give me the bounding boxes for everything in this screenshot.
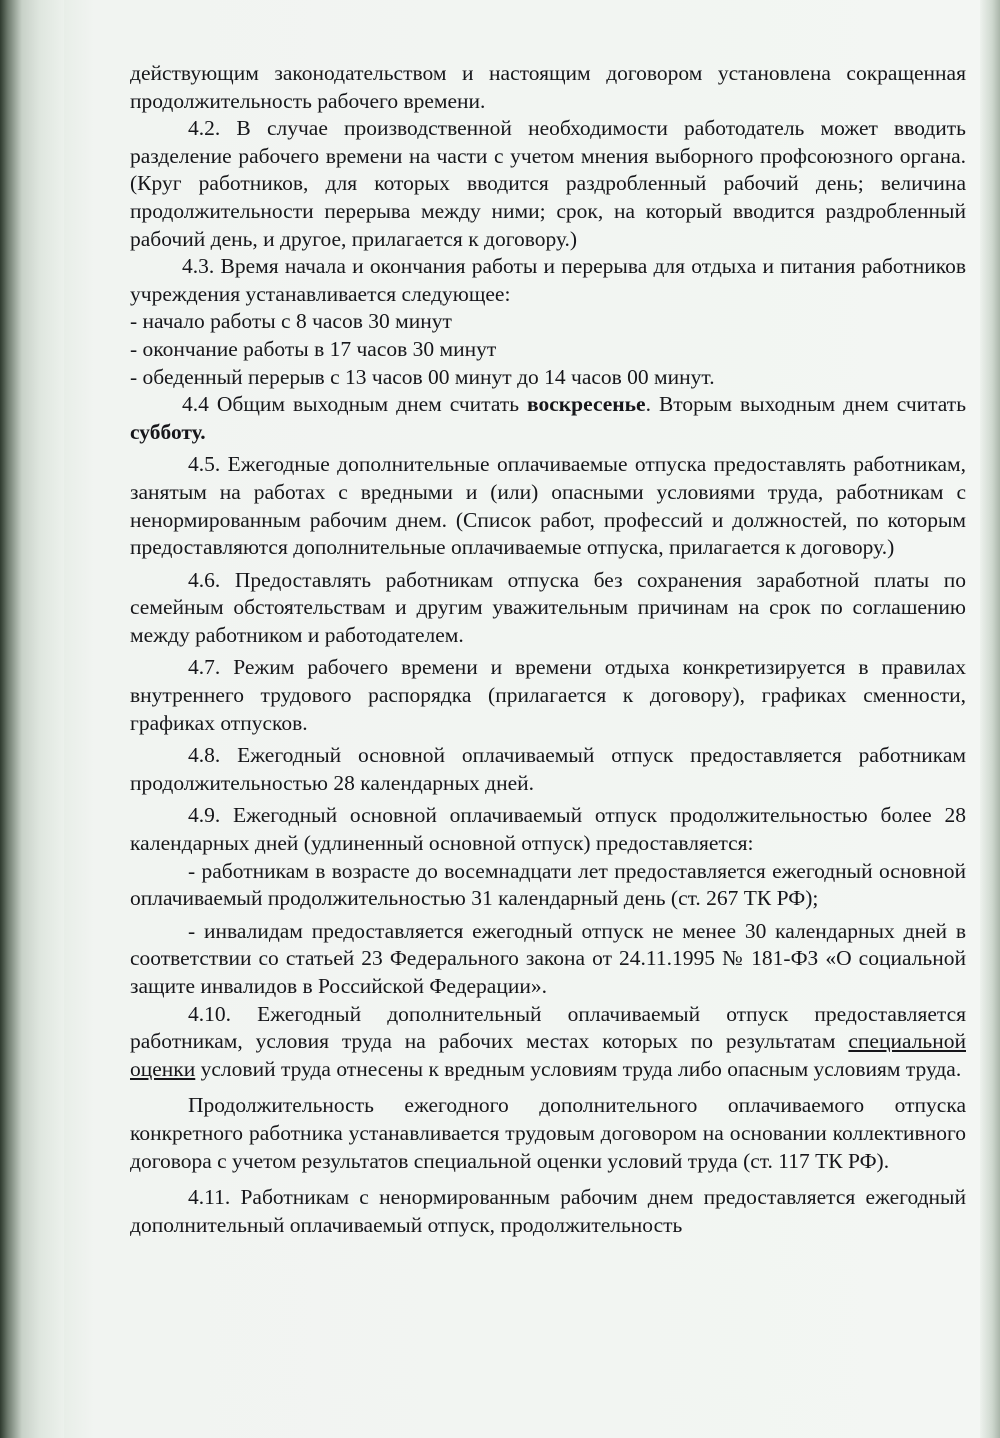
paragraph-4-10 [130,1001,966,1084]
paragraph-4-5: 4.5. Ежегодные дополнительные оплачиваемые отпуска предоставлять работникам, занятым на работах с вредными и (или) опасными условиями труда, работникам с ненормированным рабочим днем. (Список работ, профессий и должностей, по которым предоставляются дополнительные оплачиваемые отпуска, прилагается к договору.) [130,452,966,560]
paragraph-4-8: 4.8. Ежегодный основной оплачиваемый отпуск предоставляется работникам продолжительностью 28 календарных дней. [130,743,966,795]
paragraph-4-11: 4.11. Работникам с ненормированным рабочим днем предоставляется ежегодный дополнительный оплачиваемый отпуск, продолжительность [130,1185,966,1237]
paragraph-4-3: 4.3. Время начала и окончания работы и перерыва для отдыха и питания работников учреждения устанавливается следующее: [130,254,966,306]
day-off-sunday: воскресенье [527,392,646,417]
paragraph-4-6: 4.6. Предоставлять работникам отпуска без сохранения заработной платы по семейным обстоятельствам и другим уважительным причинам на срок по соглашению между работником и работодателем. [130,567,966,647]
list-item-work-start: - начало работы с 8 часов 30 минут [130,309,452,334]
paragraph-4-10-text-b: условий труда отнесены к вредным условиям труда либо опасным условиям труда. [195,1056,962,1081]
paragraph-4-4-text-b: . Вторым выходным днем считать [645,392,966,417]
list-item-work-end: - окончание работы в 17 часов 30 минут [130,336,497,361]
paragraph-4-9: 4.9. Ежегодный основной оплачиваемый отпуск продолжительностью более 28 календарных дней (удлиненный основной отпуск) предоставляется: [130,803,966,856]
paragraph-4-10-text-a: 4.10. Ежегодный дополнительный оплачиваемый отпуск предоставляется работникам, условия труда на рабочих местах которых по результатам [130,1001,966,1054]
binding-shadow-right [980,0,1000,1438]
paragraph-4-4 [130,391,966,446]
paragraph-4-1-continued: действующим законодательством и настоящим договором установлена сокращенная продолжительность рабочего времени. [130,61,966,113]
paragraph-4-10-duration: Продолжительность ежегодного дополнительного оплачиваемого отпуска конкретного работника устанавливается трудовым договором на основании коллективного договора с учетом результатов специальной оценки условий труда (ст. 117 ТК РФ). [130,1093,966,1173]
paragraph-4-9-item-minors: - работникам в возрасте до восемнадцати лет предоставляется ежегодный основной оплачиваемый продолжительностью 31 календарный день (ст. 267 ТК РФ); [130,858,966,911]
paragraph-4-7: 4.7. Режим рабочего времени и времени отдыха конкретизируется в правилах внутреннего трудового распорядка (прилагается к договору), графиках сменности, графиках отпусков. [130,655,966,735]
special-assessment-link: специальной оценки [130,1029,966,1081]
binding-shadow-left [0,0,64,1438]
day-off-saturday: субботу. [130,419,206,444]
document-body [130,60,966,1239]
paragraph-4-4-text-a: 4.4 Общим выходным днем считать [182,392,528,417]
list-item-lunch-break: - обеденный перерыв с 13 часов 00 минут до 14 часов 00 минут. [130,364,715,389]
paragraph-4-9-item-disabled: - инвалидам предоставляется ежегодный отпуск не менее 30 календарных дней в соответствии со статьей 23 Федерального закона от 24.11.1995 № 181-ФЗ «О социальной защите инвалидов в Российской Федерации». [130,918,966,998]
paragraph-4-2: 4.2. В случае производственной необходимости работодатель может вводить разделение рабочего времени на части с учетом мнения выборного профсоюзного органа. (Круг работников, для которых вводится раздробленный рабочий день; величина продолжительности перерыва между ними; срок, на который вводится раздробленный рабочий день, и другое, прилагается к договору.) [130,116,966,251]
